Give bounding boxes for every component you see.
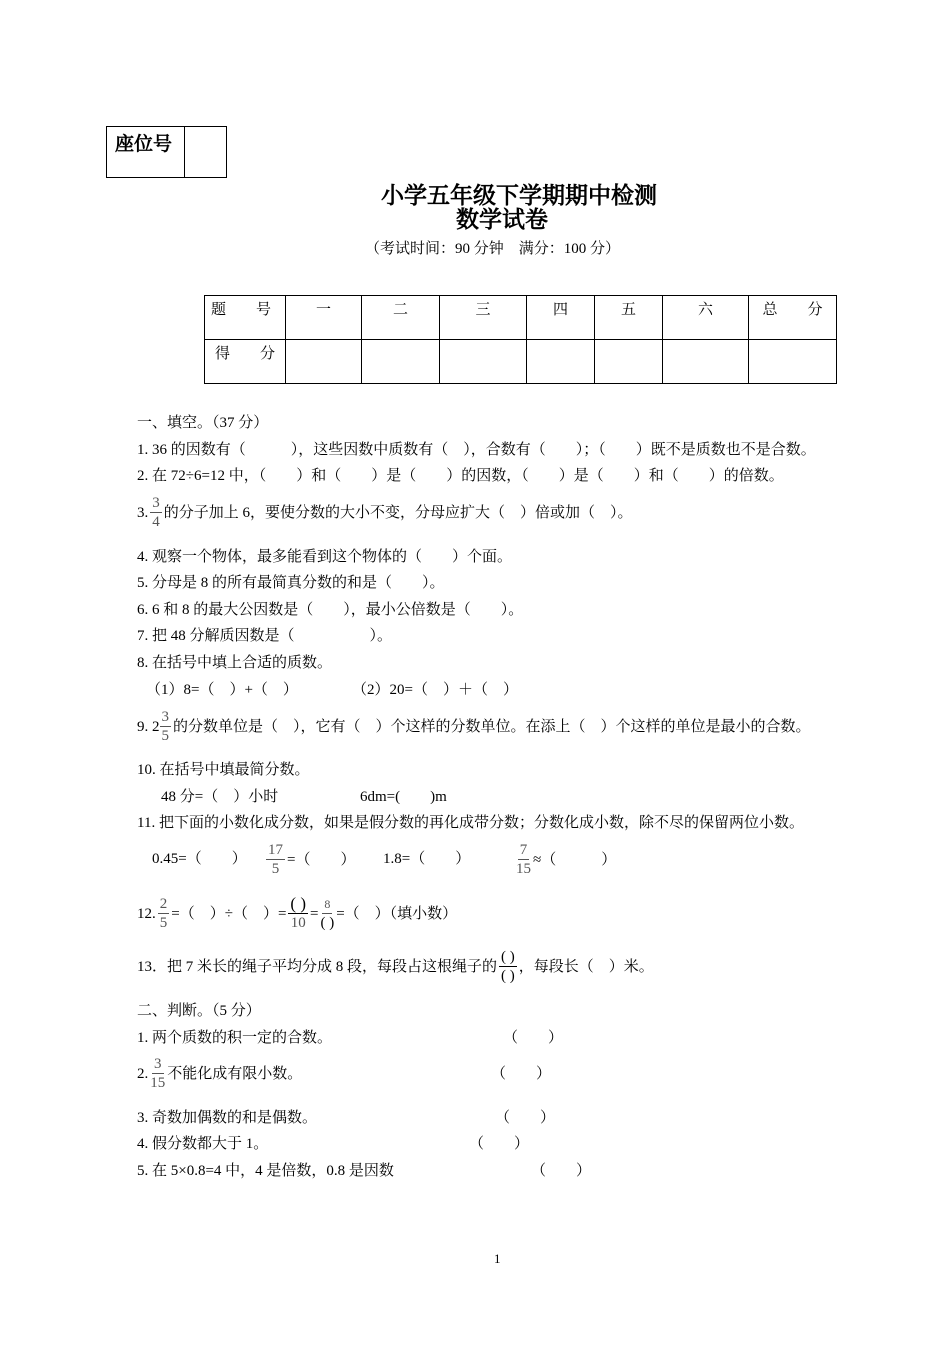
score-table-cell: 总 分 (749, 296, 837, 340)
fraction-denominator: 15 (516, 861, 531, 877)
question-1-8: 8. 在括号中填上合适的质数。 (137, 655, 333, 671)
question-1-8-part1: （1）8=（ ）+（ ） (146, 682, 298, 698)
question-1-2: 2. 在 72÷6=12 中，（ ）和（ ）是（ ）的因数，（ ）是（ ）和（ ）的倍数。 (137, 468, 784, 484)
judgement-5: 5. 在 5×0.8=4 中，4 是倍数，0.8 是因数 (137, 1163, 394, 1179)
question-text: =（ ） (287, 851, 356, 868)
fraction-denominator: 4 (152, 514, 160, 530)
question-number: 3. (137, 504, 149, 521)
page-title: 小学五年级下学期期中检测 (381, 183, 657, 209)
score-table-cell: 三 (440, 296, 527, 340)
score-input-cell[interactable] (749, 340, 837, 384)
score-input-cell[interactable] (527, 340, 595, 384)
question-text: ，每段长（ ）米。 (518, 958, 654, 975)
judgement-4-answer[interactable]: （ ） (469, 1136, 530, 1152)
page-subtitle: 数学试卷 (456, 207, 548, 233)
exam-info: （考试时间：90 分钟 满分：100 分） (365, 241, 621, 257)
score-table-cell: 四 (527, 296, 595, 340)
seat-number-label: 座位号 (107, 127, 185, 177)
fraction-numerator: 3 (154, 1056, 162, 1072)
fraction (158, 895, 170, 932)
fraction-denominator: 10 (290, 915, 306, 931)
judgement-4: 4. 假分数都大于 1。 (137, 1136, 269, 1152)
score-input-cell[interactable] (362, 340, 440, 384)
fraction-numerator: ( ) (501, 949, 515, 965)
question-1-11-part4 (514, 841, 616, 878)
score-input-cell[interactable] (663, 340, 749, 384)
score-table-cell: 六 (663, 296, 749, 340)
equals-sign: = (309, 905, 319, 922)
fraction (160, 708, 172, 745)
score-table-cell: 题 号 (205, 296, 286, 340)
score-table-cell: 得 分 (205, 340, 286, 384)
question-1-10: 10. 在括号中填最简分数。 (137, 762, 310, 778)
seat-number-box (106, 126, 227, 178)
question-1-11-part2 (264, 841, 355, 878)
question-1-3 (137, 494, 633, 531)
score-input-cell[interactable] (286, 340, 362, 384)
fraction-numerator: 7 (519, 842, 528, 858)
question-text: 的分子加上 6，要使分数的大小不变，分母应扩大（ ）倍或加（ ）。 (163, 504, 633, 521)
score-table-cell: 一 (286, 296, 362, 340)
question-1-6: 6. 6 和 8 的最大公因数是（ ），最小公倍数是（ ）。 (137, 602, 524, 618)
question-1-10-part1: 48 分=（ ）小时 (161, 789, 279, 805)
page-number: 1 (494, 1251, 501, 1266)
question-1-12 (137, 895, 457, 932)
judgement-1-answer[interactable]: （ ） (503, 1030, 564, 1046)
question-1-11-part3: 1.8=（ ） (383, 851, 471, 867)
fraction (499, 948, 517, 985)
question-1-4: 4. 观察一个物体，最多能看到这个物体的（ ）个面。 (137, 549, 513, 565)
question-1-7: 7. 把 48 分解质因数是（ ）。 (137, 628, 393, 644)
fraction (150, 494, 162, 531)
judgement-2 (137, 1055, 302, 1092)
fraction (516, 841, 531, 878)
question-1-11-part1: 0.45=（ ） (152, 851, 247, 867)
judgement-2-answer[interactable]: （ ） (491, 1066, 552, 1082)
question-1-8-part2: （2）20=（ ）＋（ ） (352, 682, 518, 698)
judgement-3-answer[interactable]: （ ） (495, 1110, 556, 1126)
fraction-numerator: ( ) (290, 894, 306, 913)
score-input-cell[interactable] (595, 340, 663, 384)
judgement-3: 3. 奇数加偶数的和是偶数。 (137, 1110, 318, 1126)
fraction-denominator: 15 (150, 1075, 166, 1091)
question-number: 12. (137, 905, 156, 922)
fraction-denominator: ( ) (320, 915, 335, 931)
score-table-cell: 二 (362, 296, 440, 340)
question-1-1: 1. 36 的因数有（ ），这些因数中质数有（ ），合数有（ ）；（ ）既不是质数也不是合数。 (137, 442, 816, 458)
score-table-cell: 五 (595, 296, 663, 340)
question-text: =（ ）÷（ ）= (171, 905, 287, 922)
question-1-10-part2: 6dm=( )m (360, 789, 447, 805)
fraction (320, 895, 334, 932)
fraction-denominator: 5 (161, 728, 169, 744)
question-1-9 (137, 708, 811, 745)
fraction (266, 841, 285, 878)
fraction-denominator: 5 (271, 861, 280, 877)
section2-heading: 二、判断。（5 分） (137, 1003, 261, 1019)
fraction-numerator: 3 (152, 495, 160, 511)
question-text: 13．把 7 米长的绳子平均分成 8 段，每段占这根绳子的 (137, 958, 498, 975)
score-table-header-row (205, 296, 837, 340)
question-1-13 (137, 948, 654, 985)
score-input-cell[interactable] (440, 340, 527, 384)
fraction-denominator: ( ) (501, 968, 515, 984)
question-text: =（ ）（填小数） (336, 905, 458, 922)
fraction-numerator: 3 (161, 709, 169, 725)
question-number: 9. 2 (137, 718, 160, 735)
fraction-denominator: 5 (159, 915, 168, 931)
fraction (150, 1055, 165, 1092)
fraction-numerator: 2 (159, 896, 168, 912)
judgement-5-answer[interactable]: （ ） (531, 1163, 592, 1179)
question-text: ≈（ ） (533, 851, 617, 868)
question-text: 不能化成有限小数。 (167, 1065, 303, 1082)
score-table-score-row (205, 340, 837, 384)
section1-heading: 一、填空。（37 分） (137, 415, 269, 431)
question-1-11: 11. 把下面的小数化成分数，如果是假分数的再化成带分数；分数化成小数，除不尽的保留两位小数。 (137, 815, 804, 831)
question-number: 2. (137, 1065, 149, 1082)
fraction-numerator: 17 (268, 842, 283, 858)
question-1-5: 5. 分母是 8 的所有最简真分数的和是（ ）。 (137, 575, 445, 591)
fraction (288, 895, 308, 932)
judgement-1: 1. 两个质数的积一定的合数。 (137, 1030, 333, 1046)
score-table (204, 295, 837, 384)
fraction-numerator: 8 (322, 895, 332, 914)
question-text: 的分数单位是（ ），它有（ ）个这样的分数单位。在添上（ ）个这样的单位是最小的合数。 (173, 718, 811, 735)
